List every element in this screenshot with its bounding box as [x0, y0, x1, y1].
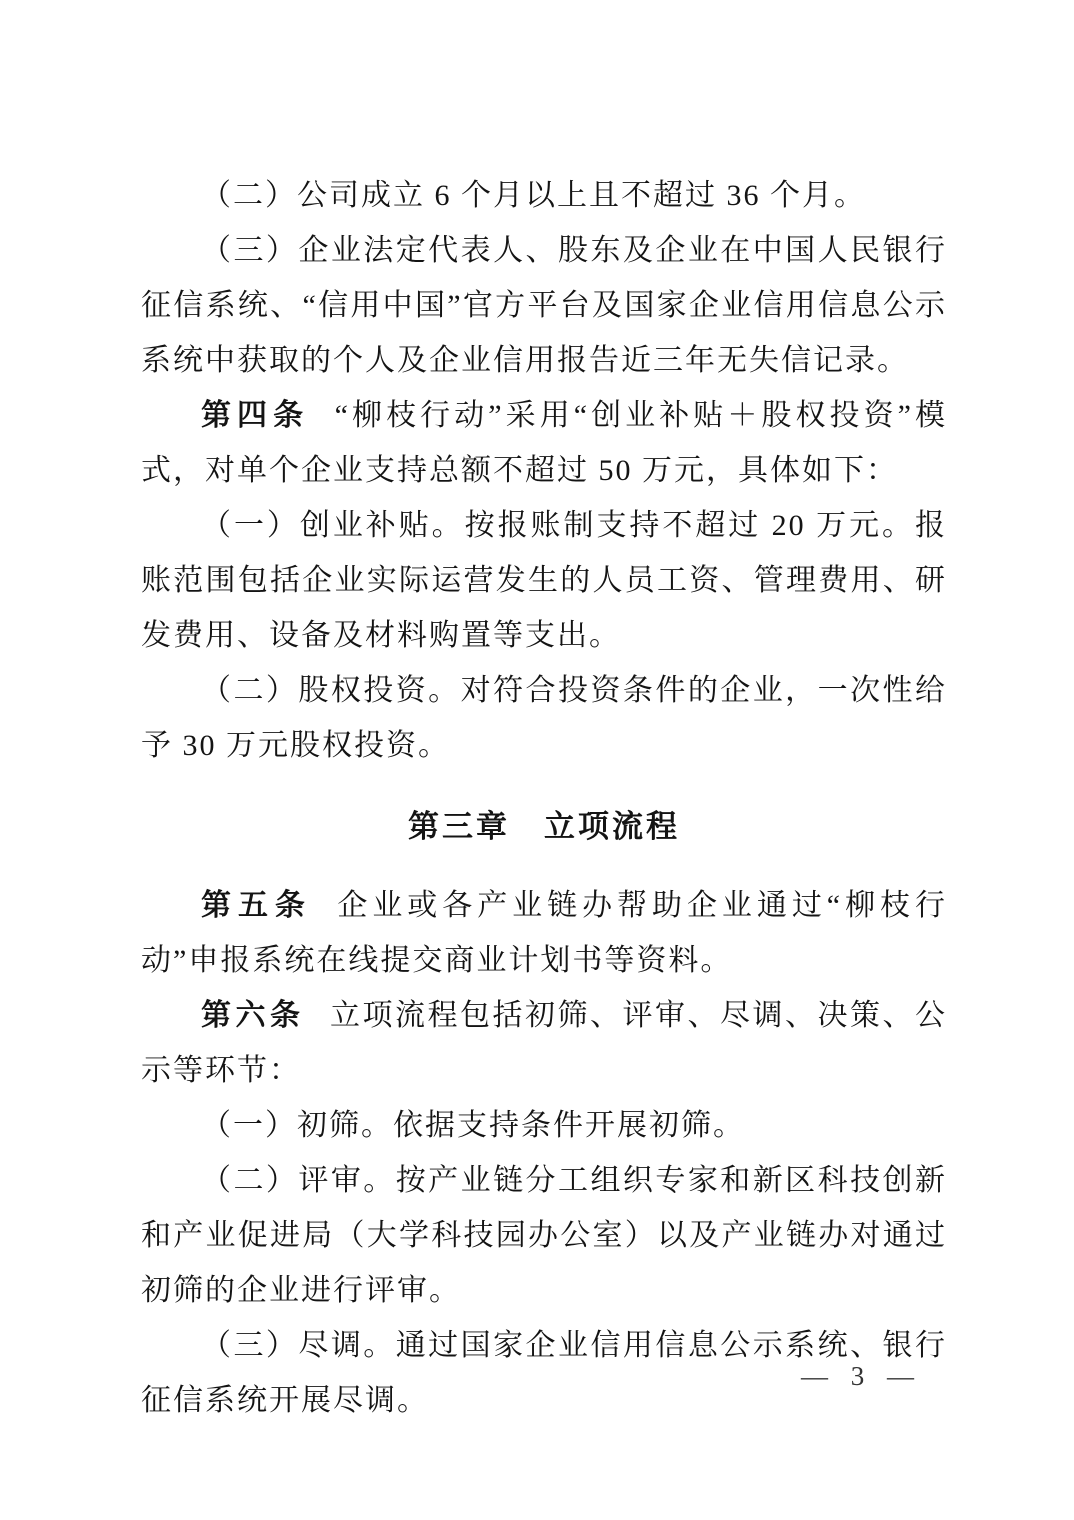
article-number: 第五条 — [201, 889, 312, 922]
paragraph: （二）公司成立 6 个月以上且不超过 36 个月。 — [201, 179, 866, 212]
document-body — [141, 168, 947, 1428]
article-number: 第六条 — [201, 999, 305, 1032]
paragraph: （二）股权投资。对符合投资条件的企业，一次性给予 30 万元股权投资。 — [141, 674, 947, 762]
page-number: — 3 — — [801, 1361, 922, 1391]
paragraph: （二）评审。按产业链分工组织专家和新区科技创新和产业促进局（大学科技园办公室）以及产业链办对通过初筛的企业进行评审。 — [141, 1164, 947, 1307]
paragraph: （一）初筛。依据支持条件开展初筛。 — [201, 1109, 745, 1142]
paragraph: （一）创业补贴。按报账制支持不超过 20 万元。报账范围包括企业实际运营发生的人员工资、管理费用、研发费用、设备及材料购置等支出。 — [141, 509, 947, 652]
article-number: 第四条 — [201, 399, 310, 432]
paragraph: 第五条 企业或各产业链办帮助企业通过“柳枝行动”申报系统在线提交商业计划书等资料。 — [141, 889, 948, 977]
paragraph: （三）尽调。通过国家企业信用信息公示系统、银行征信系统开展尽调。 — [141, 1329, 947, 1417]
paragraph: （三）企业法定代表人、股东及企业在中国人民银行征信系统、“信用中国”官方平台及国家企业信用信息公示系统中获取的个人及企业信用报告近三年无失信记录。 — [141, 234, 947, 377]
paragraph: 第四条 “柳枝行动”采用“创业补贴＋股权投资”模式，对单个企业支持总额不超过 50 万元，具体如下： — [141, 399, 947, 487]
chapter-heading: 第三章 立项流程 — [408, 809, 680, 844]
paragraph: 第六条 立项流程包括初筛、评审、尽调、决策、公示等环节： — [141, 999, 947, 1087]
